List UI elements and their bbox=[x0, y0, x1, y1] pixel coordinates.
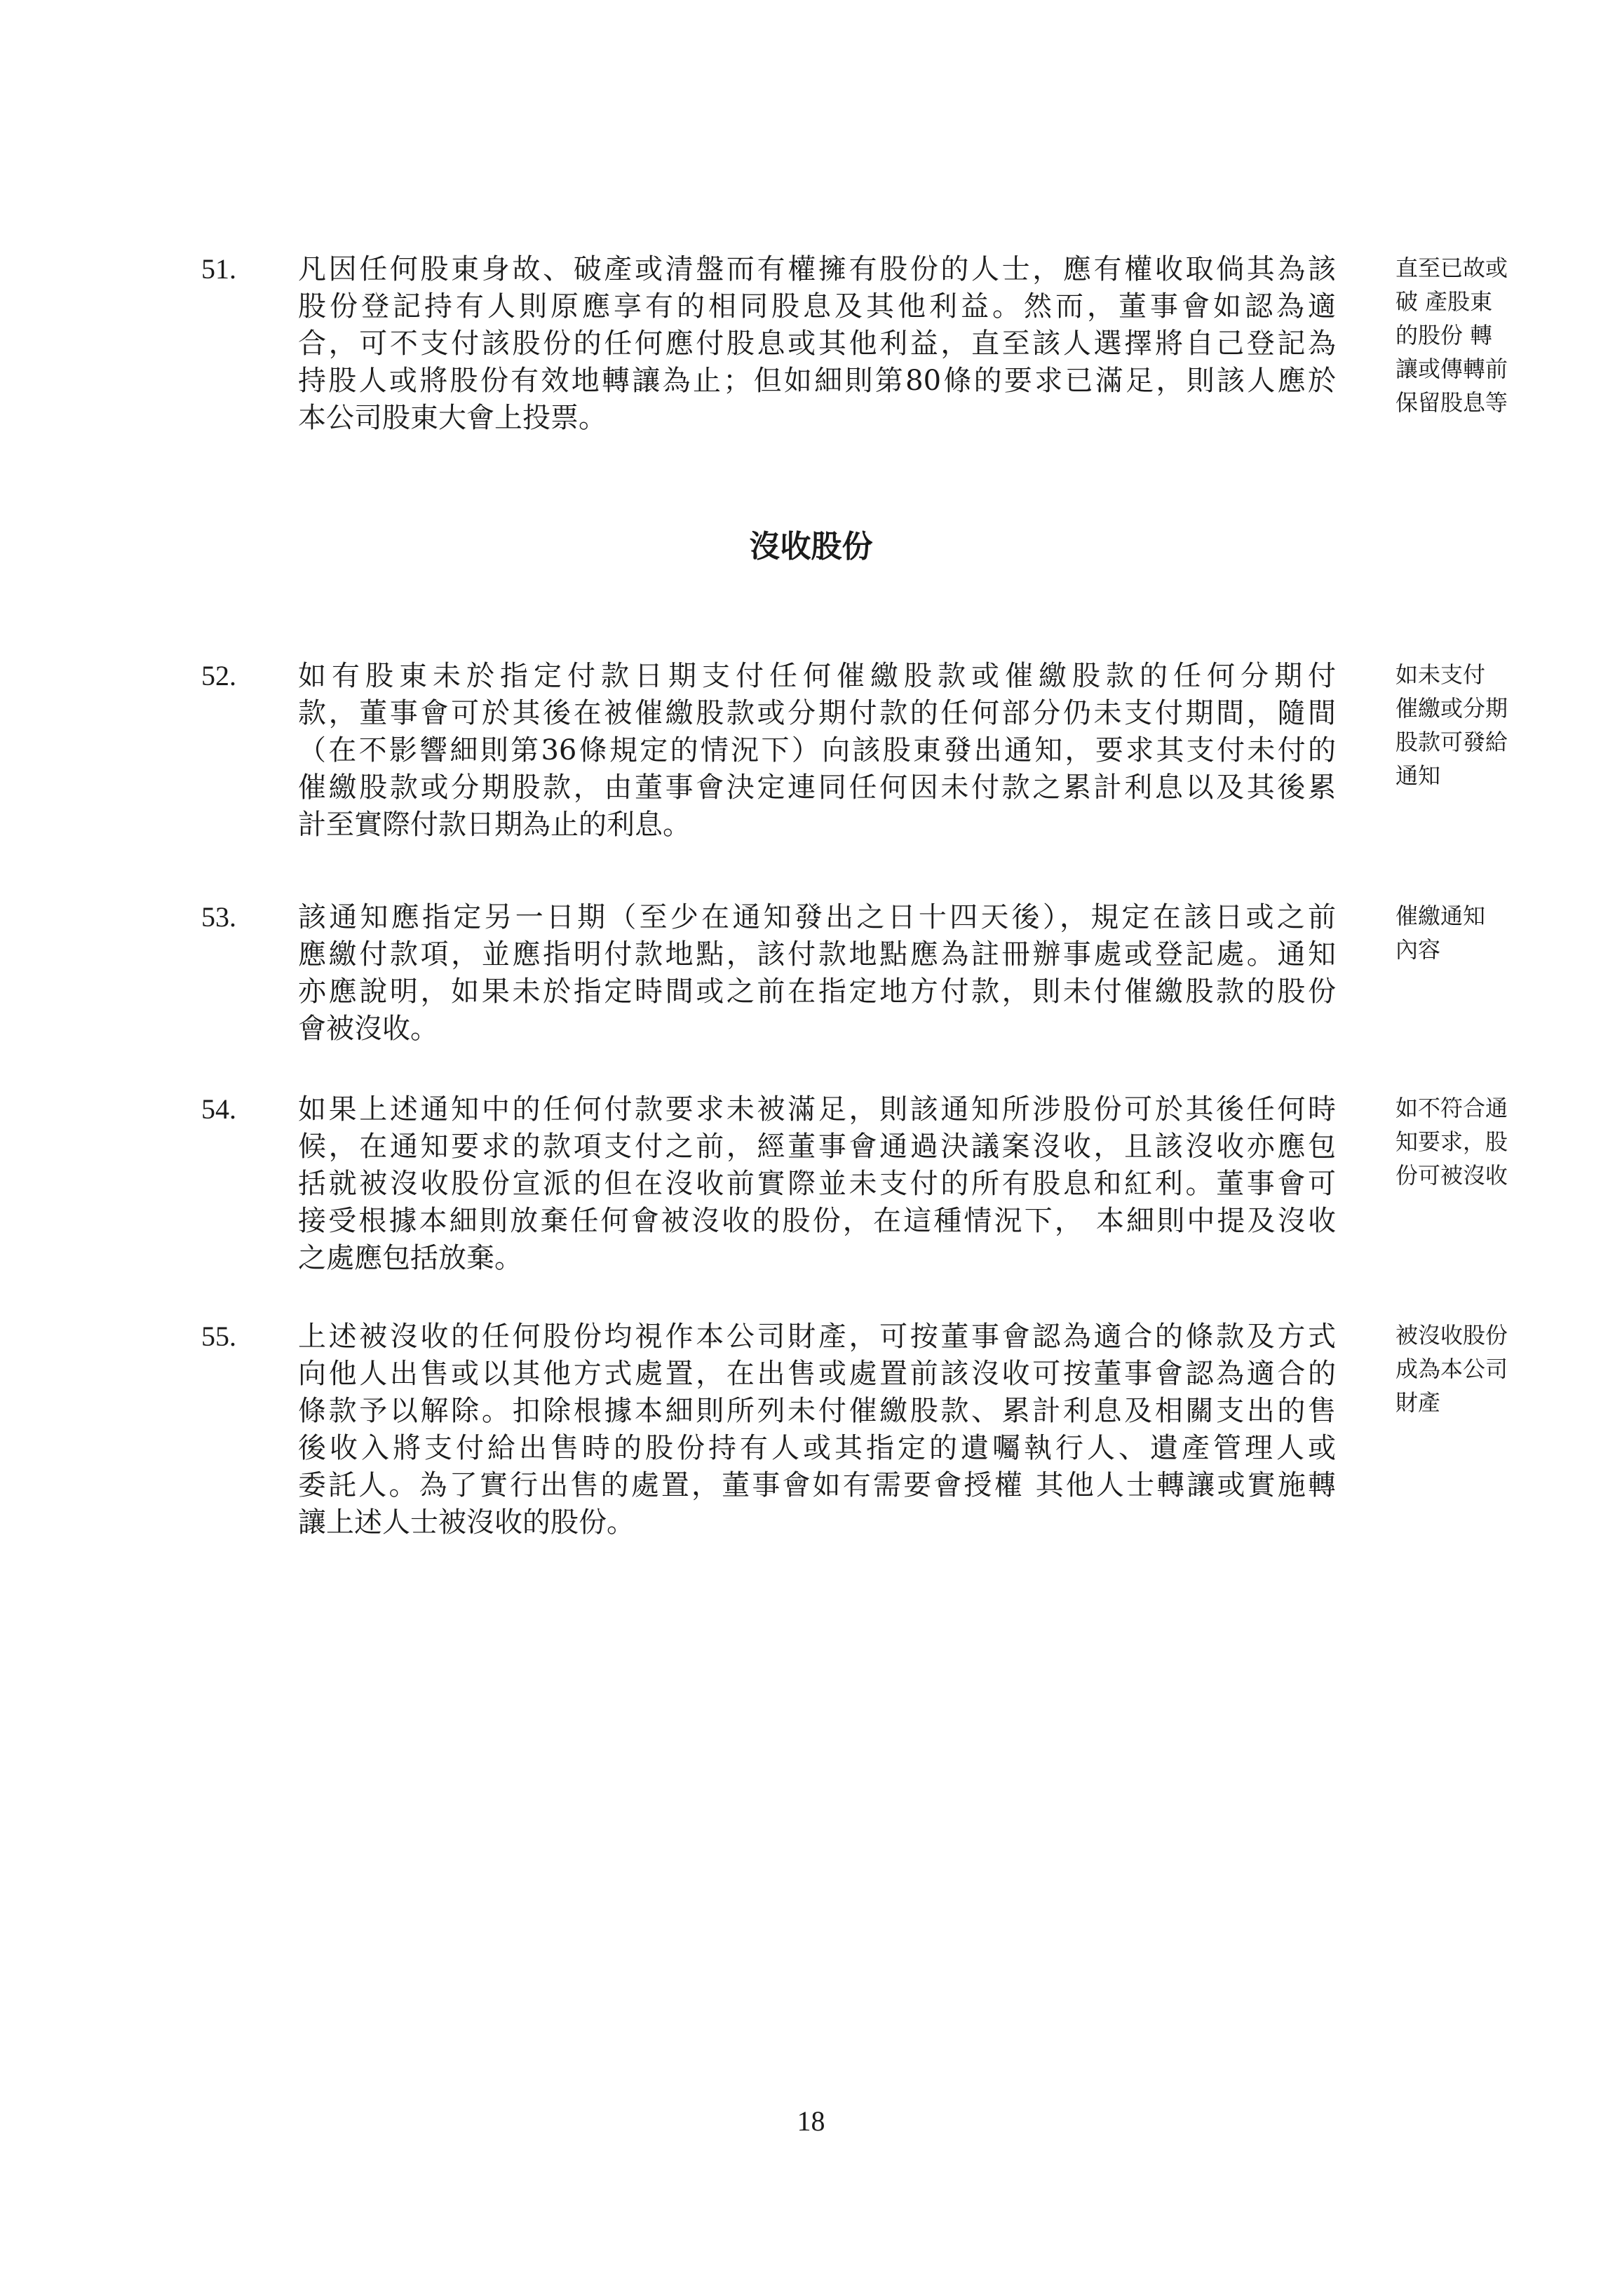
clause-line: 股份登記持有人則原應享有的相同股息及其他利益。然而，董事會如認為適 bbox=[298, 290, 1336, 323]
margin-note-line: 直至已故或 bbox=[1395, 255, 1508, 281]
clause-line: 持股人或將股份有效地轉讓為止；但如細則第80條的要求已滿足，則該人應於 bbox=[298, 365, 1336, 397]
margin-note bbox=[1395, 1091, 1536, 1192]
clause-line: 凡因任何股東身故、破產或清盤而有權擁有股份的人士，應有權收取倘其為該 bbox=[298, 253, 1336, 285]
margin-note-line: 保留股息等 bbox=[1395, 389, 1508, 416]
margin-note-line: 催繳通知 bbox=[1395, 903, 1486, 929]
margin-note-line: 股款可發給 bbox=[1395, 729, 1508, 755]
clause-number: 54. bbox=[201, 1093, 236, 1125]
margin-note-line: 讓或傳轉前 bbox=[1395, 356, 1508, 382]
margin-note-line: 催繳或分期 bbox=[1395, 695, 1508, 722]
margin-note-line: 破 產股東 bbox=[1395, 288, 1493, 315]
margin-note-line: 知要求，股 bbox=[1395, 1128, 1508, 1155]
clause-line: 候，在通知要求的款項支付之前，經董事會通過決議案沒收，且該沒收亦應包 bbox=[298, 1130, 1336, 1163]
clause-line: 上述被沒收的任何股份均視作本公司財產，可按董事會認為適合的條款及方式 bbox=[298, 1321, 1336, 1353]
margin-note-line: 份可被沒收 bbox=[1395, 1162, 1508, 1189]
clause-line: 接受根據本細則放棄任何會被沒收的股份，在這種情況下， 本細則中提及沒收 bbox=[298, 1205, 1336, 1237]
clause-text bbox=[298, 251, 1336, 437]
section-heading: 沒收股份 bbox=[749, 529, 873, 565]
clause-number: 51. bbox=[201, 253, 236, 285]
margin-note-line: 財產 bbox=[1395, 1389, 1441, 1416]
clause-line: 向他人出售或以其他方式處置，在出售或處置前該沒收可按董事會認為適合的 bbox=[298, 1358, 1336, 1390]
clause-text bbox=[298, 1091, 1336, 1277]
margin-note-line: 如不符合通 bbox=[1395, 1095, 1508, 1121]
clause-line: 合，可不支付該股份的任何應付股息或其他利益，直至該人選擇將自己登記為 bbox=[298, 327, 1336, 360]
margin-note bbox=[1395, 899, 1536, 966]
clause-line: 亦應說明，如果未於指定時間或之前在指定地方付款，則未付催繳股款的股份 bbox=[298, 975, 1336, 1008]
clause-line: 計至實際付款日期為止的利息。 bbox=[298, 809, 691, 841]
margin-note-line: 如未支付 bbox=[1395, 661, 1486, 688]
clause-line: 如有股東未於指定付款日期支付任何催繳股款或催繳股款的任何分期付 bbox=[298, 660, 1336, 692]
clause-line: 如果上述通知中的任何付款要求未被滿足，則該通知所涉股份可於其後任何時 bbox=[298, 1093, 1336, 1126]
clause-line: 款，董事會可於其後在被催繳股款或分期付款的任何部分仍未支付期間，隨間 bbox=[298, 697, 1336, 729]
clause-text bbox=[298, 1318, 1336, 1541]
clause-line: 之處應包括放棄。 bbox=[298, 1242, 522, 1274]
margin-note-line: 內容 bbox=[1395, 936, 1441, 963]
clause-line: 應繳付款項，並應指明付款地點，該付款地點應為註冊辦事處或登記處。通知 bbox=[298, 938, 1336, 971]
clause-line: 催繳股款或分期股款，由董事會決定連同任何因未付款之累計利息以及其後累 bbox=[298, 771, 1336, 804]
clause-line: 括就被沒收股份宣派的但在沒收前實際並未支付的所有股息和紅利。董事會可 bbox=[298, 1168, 1336, 1200]
clause-number: 52. bbox=[201, 660, 236, 691]
clause-line: 後收入將支付給出售時的股份持有人或其指定的遺囑執行人、遺產管理人或 bbox=[298, 1432, 1336, 1464]
clause-line: 讓上述人士被沒收的股份。 bbox=[298, 1506, 635, 1539]
clause-number: 55. bbox=[201, 1321, 236, 1352]
margin-note-line: 被沒收股份 bbox=[1395, 1322, 1508, 1349]
clause-line: 本公司股東大會上投票。 bbox=[298, 402, 607, 434]
clause-number: 53. bbox=[201, 901, 236, 933]
margin-note-line: 成為本公司 bbox=[1395, 1356, 1508, 1382]
clause-line: 委託人。為了實行出售的處置，董事會如有需要會授權 其他人士轉讓或實施轉 bbox=[298, 1469, 1336, 1501]
clause-line: 會被沒收。 bbox=[298, 1013, 438, 1045]
margin-note bbox=[1395, 1318, 1536, 1419]
margin-note bbox=[1395, 251, 1536, 419]
clause-line: 條款予以解除。扣除根據本細則所列未付催繳股款、累計利息及相關支出的售 bbox=[298, 1395, 1336, 1427]
clause-line: 該通知應指定另一日期（至少在通知發出之日十四天後），規定在該日或之前 bbox=[298, 901, 1336, 933]
margin-note-line: 通知 bbox=[1395, 762, 1441, 789]
clause-text bbox=[298, 899, 1336, 1048]
margin-note-line: 的股份 轉 bbox=[1395, 322, 1493, 349]
margin-note bbox=[1395, 658, 1536, 792]
clause-line: （在不影響細則第36條規定的情況下）向該股東發出通知，要求其支付未付的 bbox=[298, 734, 1336, 767]
clause-text bbox=[298, 658, 1336, 844]
page-number: 18 bbox=[797, 2105, 825, 2137]
